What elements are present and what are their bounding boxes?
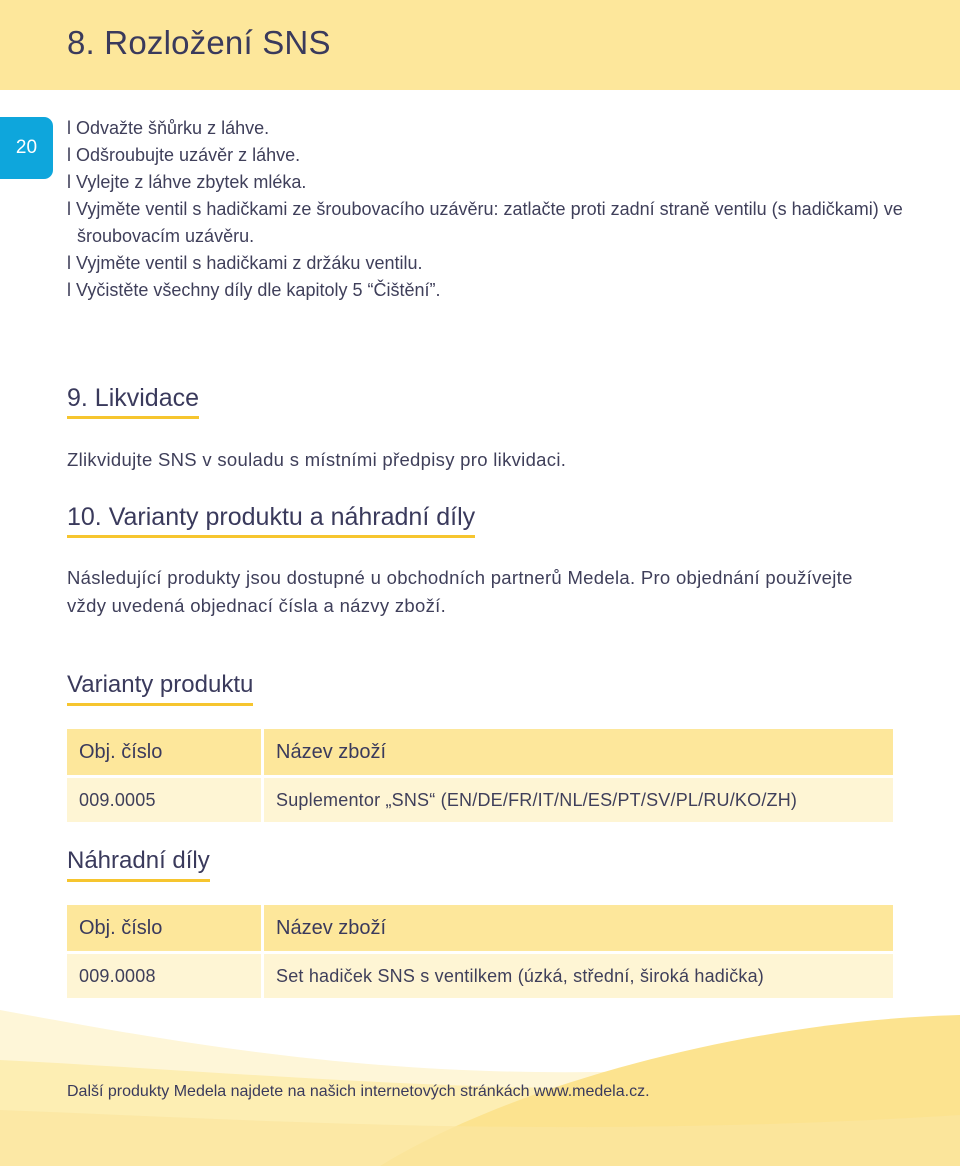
column-header-name: Název zboží — [263, 905, 894, 953]
column-header-number: Obj. číslo — [67, 905, 263, 953]
table-row — [67, 953, 893, 999]
step-item: l Vyjměte ventil s hadičkami ze šroubovacího uzávěru: zatlačte proti zadní straně ventilu (s hadičkami) ve šroubovacím uzávěru. — [67, 199, 903, 246]
table-header-row — [67, 905, 893, 953]
page-number: 20 — [15, 137, 38, 158]
product-variants-table — [67, 729, 893, 822]
column-header-number: Obj. číslo — [67, 729, 263, 777]
section-heading-variants-parts: 10. Varianty produktu a náhradní díly — [67, 502, 475, 538]
page-number-tab — [0, 117, 53, 179]
disposal-text: Zlikvidujte SNS v souladu s místními předpisy pro likvidaci. — [67, 449, 567, 470]
footer-website-note: Další produkty Medela najdete na našich internetových stránkách www.medela.cz. — [67, 1083, 650, 1100]
order-number-cell: 009.0008 — [67, 953, 263, 999]
column-header-name: Název zboží — [263, 729, 894, 777]
variants-intro-text: Následující produkty jsou dostupné u obchodních partnerů Medela. Pro objednání používejte vždy uvedená objednací čísla a názvy zboží. — [67, 567, 853, 616]
subheading-spare-parts: Náhradní díly — [67, 846, 210, 882]
product-name-cell: Set hadiček SNS s ventilkem (úzká, střední, široká hadička) — [263, 953, 894, 999]
section-heading-disposal: 9. Likvidace — [67, 383, 199, 419]
step-item: l Vylejte z láhve zbytek mléka. — [67, 172, 307, 192]
table-row — [67, 777, 893, 823]
page-header — [0, 0, 960, 90]
order-number-cell: 009.0005 — [67, 777, 263, 823]
table-header-row — [67, 729, 893, 777]
step-item: l Odšroubujte uzávěr z láhve. — [67, 145, 301, 165]
product-name-cell: Suplementor „SNS“ (EN/DE/FR/IT/NL/ES/PT/SV/PL/RU/KO/ZH) — [263, 777, 894, 823]
step-item: l Vyjměte ventil s hadičkami z držáku ventilu. — [67, 253, 423, 273]
step-item: l Vyčistěte všechny díly dle kapitoly 5 “Čištění”. — [67, 280, 441, 300]
disassembly-steps — [67, 115, 917, 304]
spare-parts-table — [67, 905, 893, 998]
page-title: 8. Rozložení SNS — [67, 24, 331, 61]
subheading-product-variants: Varianty produktu — [67, 670, 253, 706]
step-item: l Odvažte šňůrku z láhve. — [67, 118, 270, 138]
